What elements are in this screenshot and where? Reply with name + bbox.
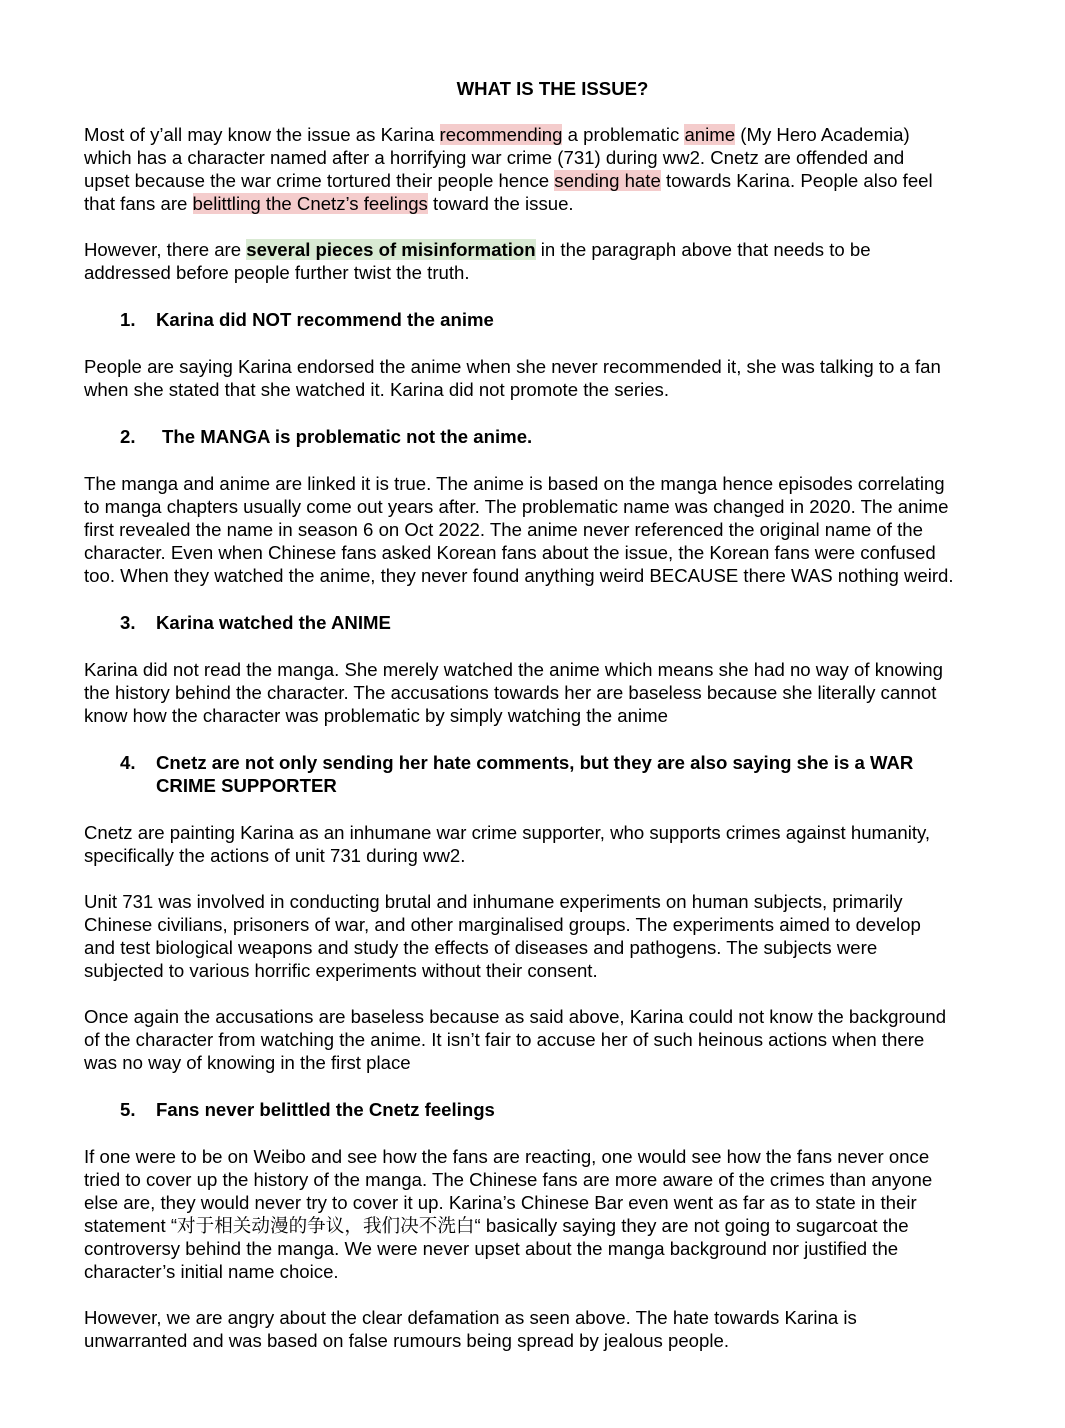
point-5-para1-line: If one were to be on Weibo and see how the fans are reacting, one would see how the fans never once xyxy=(84,1146,930,1167)
intro-line-1: Most of y’all may know the issue as Karina recommending a problematic anime (My Hero Academia) xyxy=(84,124,910,145)
point-4-number: 4. xyxy=(120,752,136,773)
point-3-number: 3. xyxy=(120,612,136,633)
point-2-text-line: character. Even when Chinese fans asked Korean fans about the issue, the Korean fans were confused xyxy=(84,542,936,563)
point-4-heading-cont: CRIME SUPPORTER xyxy=(156,775,337,796)
page-title: WHAT IS THE ISSUE? xyxy=(456,78,649,99)
point-2-text-line: too. When they watched the anime, they never found anything weird BECAUSE there WAS nothing weird. xyxy=(84,565,954,586)
point-2-text-line: The manga and anime are linked it is true. The anime is based on the manga hence episodes correlating xyxy=(84,473,945,494)
point-2-text-line: to manga chapters usually come out years after. The problematic name was changed in 2020. The anime xyxy=(84,496,949,517)
point-4-para3-line: Once again the accusations are baseless because as said above, Karina could not know the background xyxy=(84,1006,947,1027)
point-3-text-line: know how the character was problematic by simply watching the anime xyxy=(84,705,668,726)
however-line-1: However, there are several pieces of misinformation in the paragraph above that needs to be xyxy=(84,239,871,260)
point-5-para1-line: else are, they would never try to cover it up. Karina’s Chinese Bar even went as far as to state in their xyxy=(84,1192,917,1213)
highlight-belittling: belittling the Cnetz’s feelings xyxy=(192,193,428,214)
point-4-para2-line: subjected to various horrific experiments without their consent. xyxy=(84,960,598,981)
highlight-misinformation: several pieces of misinformation xyxy=(246,239,536,260)
point-5-para1-line: character’s initial name choice. xyxy=(84,1261,339,1282)
point-4-para2-line: Chinese civilians, prisoners of war, and other marginalised groups. The experiments aimed to develop xyxy=(84,914,921,935)
however-line-2: addressed before people further twist the truth. xyxy=(84,262,470,283)
point-4-para3-line: of the character from watching the anime. It isn’t fair to accuse her of such heinous actions when there xyxy=(84,1029,925,1050)
point-4-para2-line: Unit 731 was involved in conducting brutal and inhumane experiments on human subjects, primarily xyxy=(84,891,903,912)
point-5-para2-line: However, we are angry about the clear defamation as seen above. The hate towards Karina is xyxy=(84,1307,857,1328)
point-1-text-line: when she stated that she watched it. Karina did not promote the series. xyxy=(84,379,670,400)
point-5-para1-line: statement “对于相关动漫的争议，我们决不洗白“ basically saying they are not going to sugarcoat the xyxy=(84,1215,909,1236)
point-4-para3-line: was no way of knowing in the first place xyxy=(84,1052,411,1073)
intro-line-2: which has a character named after a horrifying war crime (731) during ww2. Cnetz are offended and xyxy=(84,147,905,168)
point-1-text-line: People are saying Karina endorsed the anime when she never recommended it, she was talking to a fan xyxy=(84,356,941,377)
highlight-anime: anime xyxy=(684,124,736,145)
point-2-text-line: first revealed the name in season 6 on Oct 2022. The anime never referenced the original name of the xyxy=(84,519,923,540)
intro-line-3: upset because the war crime tortured their people hence sending hate towards Karina. People also feel xyxy=(84,170,933,191)
point-5-para1-line: controversy behind the manga. We were never upset about the manga background nor justified the xyxy=(84,1238,899,1259)
point-1-heading: Karina did NOT recommend the anime xyxy=(156,309,494,330)
point-5-heading: Fans never belittled the Cnetz feelings xyxy=(156,1099,495,1120)
point-5-para2-line: unwarranted and was based on false rumours being spread by jealous people. xyxy=(84,1330,729,1351)
highlight-recommending: recommending xyxy=(439,124,563,145)
point-4-para1-line: specifically the actions of unit 731 during ww2. xyxy=(84,845,466,866)
point-5-para1-line: tried to cover up the history of the manga. The Chinese fans are more aware of the crimes than anyone xyxy=(84,1169,933,1190)
point-4-para1-line: Cnetz are painting Karina as an inhumane war crime supporter, who supports crimes against humanity, xyxy=(84,822,931,843)
highlight-sending-hate: sending hate xyxy=(554,170,661,191)
point-5-number: 5. xyxy=(120,1099,136,1120)
point-4-para2-line: and test biological weapons and study the effects of diseases and pathogens. The subjects were xyxy=(84,937,878,958)
point-3-heading: Karina watched the ANIME xyxy=(156,612,391,633)
intro-line-4: that fans are belittling the Cnetz’s feelings toward the issue. xyxy=(84,193,574,214)
point-2-heading: The MANGA is problematic not the anime. xyxy=(162,426,533,447)
point-1-number: 1. xyxy=(120,309,136,330)
point-3-text-line: the history behind the character. The accusations towards her are baseless because she literally cannot xyxy=(84,682,937,703)
point-3-text-line: Karina did not read the manga. She merely watched the anime which means she had no way of knowing xyxy=(84,659,943,680)
point-2-number: 2. xyxy=(120,426,136,447)
point-4-heading: Cnetz are not only sending her hate comments, but they are also saying she is a WAR xyxy=(156,752,914,773)
